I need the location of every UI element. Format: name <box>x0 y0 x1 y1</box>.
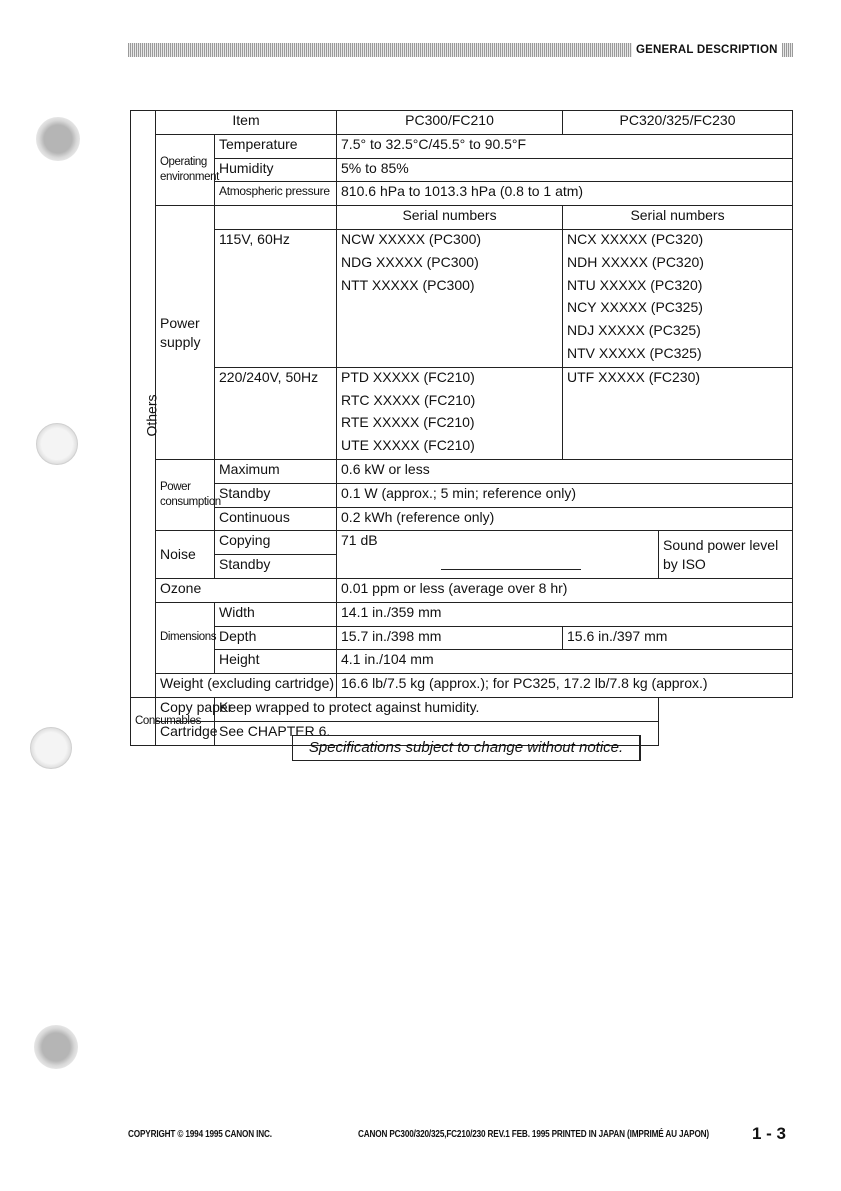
copying-value: 71 dB <box>337 531 659 555</box>
serial-115-b-0: NCX XXXXX (PC320) <box>563 229 793 252</box>
binder-hole-icon <box>30 727 72 769</box>
table-row <box>131 602 793 626</box>
table-row <box>131 531 793 555</box>
table-row <box>131 650 793 674</box>
height-label: Height <box>215 650 337 674</box>
height-value: 4.1 in./104 mm <box>337 650 793 674</box>
footer-copyright: COPYRIGHT © 1994 1995 CANON INC. <box>128 1129 272 1140</box>
temperature-label: Temperature <box>215 134 337 158</box>
serial-header-b: Serial numbers <box>563 206 793 230</box>
weight-label: Weight (excluding cartridge) <box>156 674 337 698</box>
standby-noise-label: Standby <box>215 555 337 579</box>
serial-115-b-3: NCY XXXXX (PC325) <box>563 298 793 321</box>
ozone-value: 0.01 ppm or less (average over 8 hr) <box>337 578 793 602</box>
others-label-cell <box>131 134 160 697</box>
maximum-value: 0.6 kW or less <box>337 459 793 483</box>
serial-115-a-1: NDG XXXXX (PC300) <box>337 253 563 276</box>
serial-220-a-3: UTE XXXXX (FC210) <box>337 436 563 459</box>
width-value: 14.1 in./359 mm <box>337 602 793 626</box>
table-row <box>131 134 793 158</box>
table-row <box>131 507 793 531</box>
page-number: 1 - 3 <box>752 1124 787 1143</box>
temperature-value: 7.5° to 32.5°C/45.5° to 90.5°F <box>337 134 793 158</box>
copy-paper-value: Keep wrapped to protect against humidity. <box>215 697 659 721</box>
table-row <box>131 367 793 390</box>
copy-paper-label: Copy paper <box>156 697 215 721</box>
column-header-model-a: PC300/FC210 <box>337 111 563 135</box>
maximum-label: Maximum <box>215 459 337 483</box>
cartridge-label: Cartridge <box>156 721 215 745</box>
serial-220-a-1: RTC XXXXX (FC210) <box>337 391 563 414</box>
width-label: Width <box>215 602 337 626</box>
serial-115-b-4: NDJ XXXXX (PC325) <box>563 321 793 344</box>
copying-label: Copying <box>215 531 337 555</box>
standby-power-value: 0.1 W (approx.; 5 min; reference only) <box>337 483 793 507</box>
standby-power-label: Standby <box>215 483 337 507</box>
table-header-row <box>131 111 793 135</box>
serial-115-b-1: NDH XXXXX (PC320) <box>563 253 793 276</box>
table-row <box>131 674 793 698</box>
power-supply-label: Power supply <box>156 206 215 460</box>
serial-115-a-empty <box>337 298 563 367</box>
table-row <box>131 483 793 507</box>
weight-value: 16.6 lb/7.5 kg (approx.); for PC325, 17.2 lb/7.8 kg (approx.) <box>337 674 793 698</box>
voltage-220-label: 220/240V, 50Hz <box>215 367 337 459</box>
others-label: Others <box>143 394 160 437</box>
binder-hole-icon <box>36 423 78 465</box>
spec-notice: Specifications subject to change without notice. <box>292 735 641 761</box>
humidity-value: 5% to 85% <box>337 158 793 182</box>
column-header-item: Item <box>156 111 337 135</box>
depth-label: Depth <box>215 626 337 650</box>
binder-hole-icon <box>34 1025 78 1069</box>
operating-environment-label: Operating environment <box>156 134 215 205</box>
binder-hole-icon <box>36 117 80 161</box>
table-row <box>131 697 793 721</box>
ozone-label: Ozone <box>156 578 337 602</box>
serial-header-a: Serial numbers <box>337 206 563 230</box>
standby-noise-value <box>337 555 659 579</box>
serial-220-b-0: UTF XXXXX (FC230) <box>563 367 793 459</box>
table-row <box>131 578 793 602</box>
section-title: GENERAL DESCRIPTION <box>632 42 782 58</box>
depth-value-b: 15.6 in./397 mm <box>563 626 793 650</box>
specifications-table <box>130 110 793 746</box>
power-consumption-label: Power consumption <box>156 459 215 530</box>
voltage-115-label: 115V, 60Hz <box>215 229 337 367</box>
continuous-label: Continuous <box>215 507 337 531</box>
footer-imprint: CANON PC300/320/325,FC210/230 REV.1 FEB. 1995 PRINTED IN JAPAN (IMPRIMÉ AU JAPON) <box>358 1129 709 1140</box>
column-header-model-b: PC320/325/FC230 <box>563 111 793 135</box>
consumables-label: Consumables <box>131 697 156 745</box>
table-row <box>131 229 793 252</box>
serial-115-a-0: NCW XXXXX (PC300) <box>337 229 563 252</box>
depth-value-a: 15.7 in./398 mm <box>337 626 563 650</box>
serial-115-b-2: NTU XXXXX (PC320) <box>563 276 793 299</box>
serial-115-b-5: NTV XXXXX (PC325) <box>563 344 793 367</box>
serial-spacer-cell <box>215 206 337 230</box>
dimensions-label: Dimensions <box>156 602 215 673</box>
noise-label: Noise <box>156 531 215 579</box>
serial-115-a-2: NTT XXXXX (PC300) <box>337 276 563 299</box>
table-row <box>131 626 793 650</box>
pressure-label: Atmospheric pressure <box>215 182 337 206</box>
serial-220-a-0: PTD XXXXX (FC210) <box>337 367 563 390</box>
cartridge-value: See CHAPTER 6. <box>215 721 659 745</box>
continuous-value: 0.2 kWh (reference only) <box>337 507 793 531</box>
table-row <box>131 206 793 230</box>
serial-220-a-2: RTE XXXXX (FC210) <box>337 413 563 436</box>
table-row <box>131 182 793 206</box>
humidity-label: Humidity <box>215 158 337 182</box>
table-row <box>131 158 793 182</box>
noise-note: Sound power level by ISO <box>659 531 793 579</box>
table-row <box>131 459 793 483</box>
others-header-cell <box>131 111 156 135</box>
dash-line <box>441 569 581 570</box>
pressure-value: 810.6 hPa to 1013.3 hPa (0.8 to 1 atm) <box>337 182 793 206</box>
